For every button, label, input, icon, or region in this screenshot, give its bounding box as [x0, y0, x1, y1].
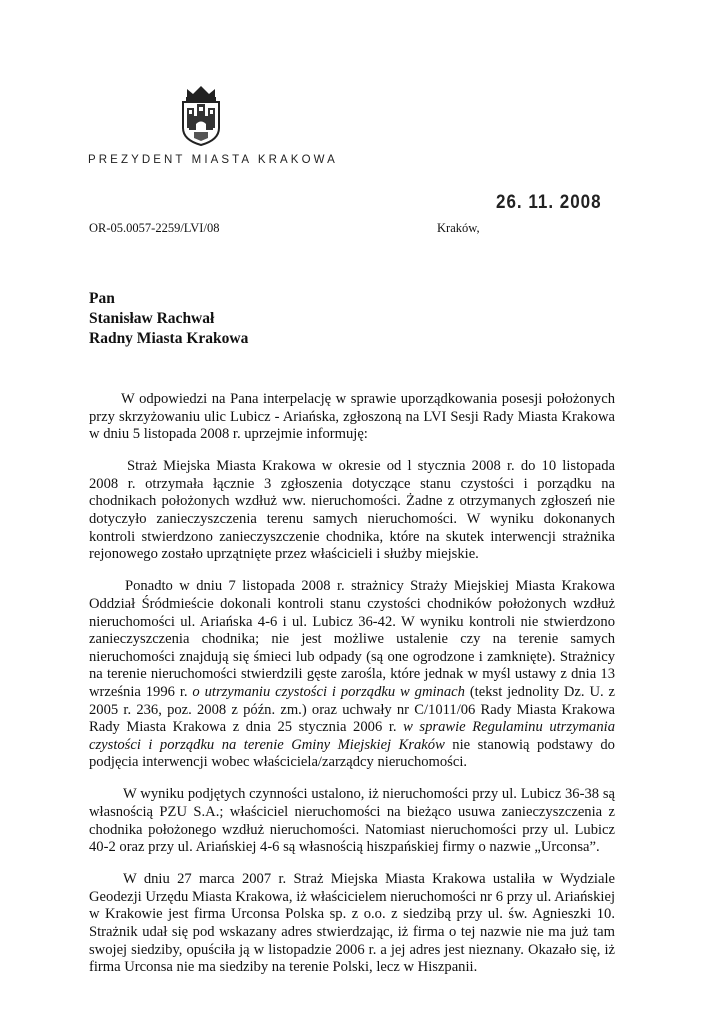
paragraph-5: W dniu 27 marca 2007 r. Straż Miejska Miasta Krakowa ustaliła w Wydziale Geodezji Urzędu Miasta Krakowa, iż właścicielem nieruchomości nr 6 przy ul. Ariańskiej w Krakowie jest firma Urconsa Polska sp. z o.o. z siedzibą przy ul. św. Agnieszki 10. Strażnik udał się pod wskazany adres stwierdzając, iż firma o tej nazwie nie ma już tam swojej siedziby, opuściła ją w listopadzie 2006 r. a jej adres jest nieznany. Okazało się, iż firma Urconsa nie ma siedziby na terenie Polski, lecz w Hiszpanii.: [89, 871, 615, 976]
addressee-salutation: Pan: [89, 290, 115, 307]
paragraph-3-text-c: nie stanowią podstawy do podjęcia interwencji wobec właściciela/zarządcy nieruchomości.: [89, 736, 615, 771]
place-label: Kraków,: [437, 221, 480, 235]
regulation-title-italic: w sprawie Regulaminu utrzymania czystości i porządku na terenie Gminy Miejskiej Kraków: [89, 719, 615, 753]
paragraph-2: Straż Miejska Miasta Krakowa w okresie od l stycznia 2008 r. do 10 listopada 2008 r. otrzymała łącznie 3 zgłoszenia dotyczące stanu czystości i porządku na chodnikach położonych wzdłuż ww. nieruchomości. Żadne z otrzymanych zgłoszeń nie dotyczyło zanieczyszczenia terenu samych nieruchomości. W wyniku dokonanych kontroli stwierdzono zanieczyszczenie chodnika, które na skutek interwencji strażnika rejonowego zostało uprzątnięte przez właścicieli i służby miejskie.: [89, 458, 615, 563]
krakow-coat-of-arms-icon: [178, 84, 224, 146]
organization-letterhead: PREZYDENT MIASTA KRAKOWA: [88, 154, 338, 166]
paragraph-4: W wyniku podjętych czynności ustalono, iż nieruchomości przy ul. Lubicz 36-38 są własnością PZU S.A.; właściciel nieruchomości na bieżąco usuwa zanieczyszczenia z chodnika położonego wzdłuż nieruchomości. Natomiast nieruchomości przy ul. Lubicz 40-2 oraz przy ul. Ariańskiej 4-6 są własnością hiszpańskiej firmy o nazwie „Urconsa”.: [89, 786, 615, 856]
date-stamp: 26. 11. 2008: [496, 190, 602, 213]
act-title-italic: o utrzymaniu czystości i porządku w gminach: [192, 683, 465, 700]
addressee-block: [89, 289, 248, 349]
addressee-name: Stanisław Rachwał: [89, 310, 215, 327]
paragraph-3-text-a: Ponadto w dniu 7 listopada 2008 r. strażnicy Straży Miejskiej Miasta Krakowa Oddział Śródmieście dokonali kontroli stanu czystości chodników położonych wzdłuż nieruchomości ul. Ariańska 4-6 i ul. Lubicz 36-42. W wyniku kontroli nie stwierdzono zanieczyszczenia chodnika; nie jest możliwe ustalenie czy na terenie samych nieruchomości znajdują się śmieci lub odpady (są one ogrodzone i zamknięte). Strażnicy na terenie nieruchomości stwierdzili gęste zarośla, które jednak w myśl ustawy z dnia 13 września 1996 r.: [89, 578, 615, 700]
letter-body: [89, 391, 615, 991]
reference-number: OR-05.0057-2259/LVI/08: [89, 221, 220, 235]
paragraph-1: W odpowiedzi na Pana interpelację w sprawie uporządkowania posesji położonych przy skrzyżowaniu ulic Lubicz - Ariańska, zgłoszoną na LVI Sesji Rady Miasta Krakowa w dniu 5 listopada 2008 r. uprzejmie informuję:: [89, 391, 615, 443]
addressee-title: Radny Miasta Krakowa: [89, 330, 249, 347]
paragraph-3: [89, 578, 615, 772]
paragraph-3-text-b: (tekst jednolity Dz. U. z 2005 r. 236, poz. 2008 z późn. zm.) oraz uchwały nr C/1011/06 Rady Miasta Krakowa Rady Miasta Krakowa z dnia 25 stycznia 2006 r.: [89, 683, 615, 736]
